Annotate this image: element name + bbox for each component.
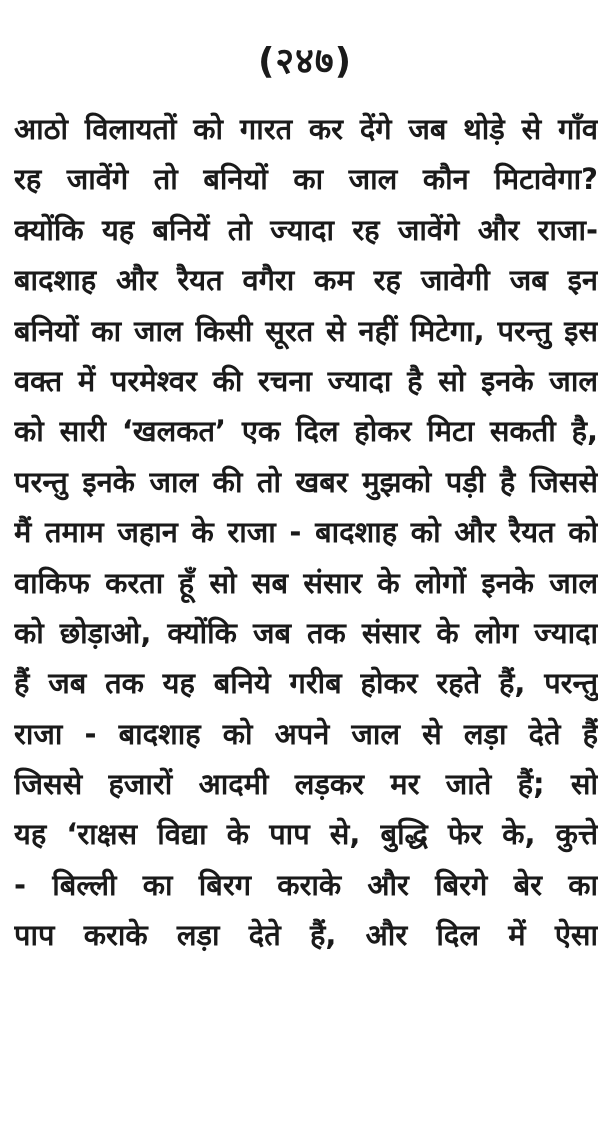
text-line-5: बनियों का जाल किसी सूरत से नहीं मिटेगा, परन्तु इस	[14, 313, 598, 348]
text-line-17: पाप कराके लड़ा देते हैं, और दिल में ऐसा	[14, 918, 598, 953]
body-text	[14, 104, 598, 961]
page-number: (२४७)	[257, 41, 353, 82]
text-line-16: - बिल्ली का बिरग कराके और बिरगे बेर का	[14, 867, 598, 902]
text-line-3: क्योंकि यह बनियें तो ज्यादा रह जावेंगे और राजा-	[14, 212, 598, 247]
text-line-8: परन्तु इनके जाल की तो खबर मुझको पड़ी है जिससे	[14, 464, 598, 499]
text-line-7: को सारी ‘खलकत’ एक दिल होकर मिटा सकती है,	[14, 414, 598, 449]
text-line-15: यह ‘राक्षस विद्या के पाप से, बुद्धि फेर के, कुत्ते	[14, 817, 598, 852]
text-line-12: हैं जब तक यह बनिये गरीब होकर रहते हैं, परन्तु	[14, 666, 598, 701]
text-line-13: राजा - बादशाह को अपने जाल से लड़ा देते हैं	[14, 716, 598, 751]
text-line-9: मैं तमाम जहान के राजा - बादशाह को और रैयत को	[14, 515, 598, 550]
text-line-1: आठो विलायतों को गारत कर देंगे जब थोड़े से गाँव	[14, 112, 598, 146]
text-line-6: वक्त में परमेश्वर की रचना ज्यादा है सो इनके जाल	[14, 363, 598, 398]
text-line-14: जिससे हजारों आदमी लड़कर मर जाते हैं; सो	[14, 767, 598, 802]
text-line-10: वाकिफ करता हूँ सो सब संसार के लोगों इनके जाल	[14, 565, 598, 600]
text-line-11: को छोड़ाओ, क्योंकि जब तक संसार के लोग ज्यादा	[14, 615, 598, 650]
text-line-2: रह जावेंगे तो बनियों का जाल कौन मिटावेगा?	[14, 162, 598, 197]
text-line-4: बादशाह और रैयत वगैरा कम रह जावेगी जब इन	[14, 263, 598, 298]
